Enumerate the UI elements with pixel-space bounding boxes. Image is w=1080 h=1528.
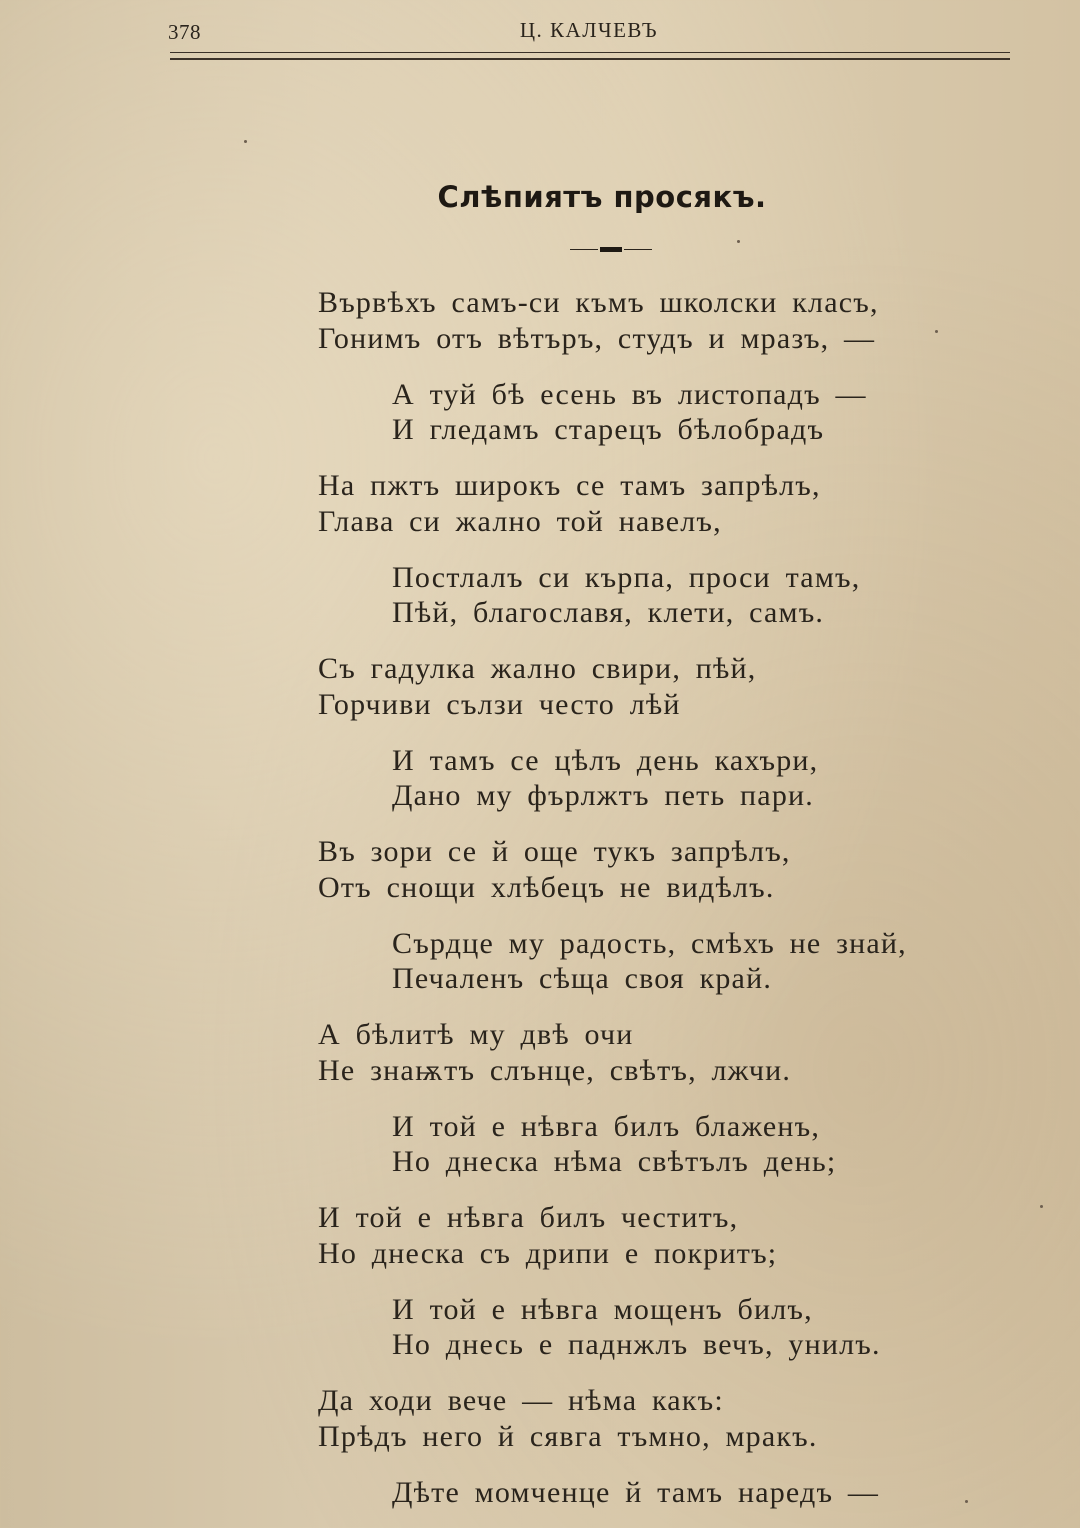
poem-line: А бѣлитѣ му двѣ очи <box>318 1018 634 1051</box>
poem-line: Сърдце му радость, смѣхъ не знай, <box>392 926 907 960</box>
poem-line: Дѣте момченце й тамъ наредъ — <box>392 1475 880 1509</box>
poem-line: Въ зори се й още тукъ запрѣлъ, <box>318 835 791 868</box>
poem-line: На пжтъ широкъ се тамъ запрѣлъ, <box>318 469 821 502</box>
poem-line: И гледамъ старецъ бѣлобрадъ <box>392 413 825 446</box>
poem-title: Слѣпиятъ просякъ. <box>437 180 767 214</box>
poem-line: Пѣй, благославя, клети, самъ. <box>392 596 825 629</box>
page-number: 378 <box>168 20 201 44</box>
poem-line: Вървѣхъ самъ-си къмъ школски класъ, <box>318 286 879 319</box>
poem-line: Но днесь е паднжлъ вечъ, унилъ. <box>392 1328 881 1361</box>
poem-line: И той е нѣвга мощенъ билъ, <box>392 1292 813 1326</box>
poem-line: Глава си жално той навелъ, <box>318 504 722 538</box>
poem-line: Отъ снощи хлѣбецъ не видѣлъ. <box>318 870 775 904</box>
poem-line: Печаленъ сѣща своя край. <box>392 962 773 995</box>
paper-speck <box>935 330 938 333</box>
poem-line: Не знаѭтъ слънце, свѣтъ, лжчи. <box>318 1053 792 1087</box>
paper-speck <box>965 1500 968 1503</box>
paper-speck <box>737 240 740 243</box>
paper-speck <box>1040 1205 1043 1208</box>
poem-line: Но днеска нѣма свѣтълъ день; <box>392 1145 837 1178</box>
poem-line: Дано му фърлжтъ петь пари. <box>392 779 814 812</box>
poem-line: И тамъ се цѣлъ день кахъри, <box>392 743 819 777</box>
poem-line: Гонимъ отъ вѣтъръ, студъ и мразъ, — <box>318 321 876 355</box>
paper-speck <box>244 140 247 143</box>
poem-line: Съ гадулка жално свири, пѣй, <box>318 652 757 685</box>
poem-line: Горчиви сълзи често лѣй <box>318 687 681 721</box>
poem-line: Постлалъ си кърпа, проси тамъ, <box>392 560 861 594</box>
poem-line: А туй бѣ есень въ листопадъ — <box>392 377 867 411</box>
poem-line: Да ходи вече — нѣма какъ: <box>318 1384 724 1417</box>
running-head-author: Ц. КАЛЧЕВЪ <box>519 18 659 42</box>
poem-line: И той е нѣвга билъ блаженъ, <box>392 1109 821 1143</box>
poem-line: Прѣдъ него й сявга тъмно, мракъ. <box>318 1419 818 1453</box>
poem-line: И той е нѣвга билъ честитъ, <box>318 1201 739 1234</box>
poem-line: Но днеска съ дрипи е покритъ; <box>318 1236 778 1270</box>
